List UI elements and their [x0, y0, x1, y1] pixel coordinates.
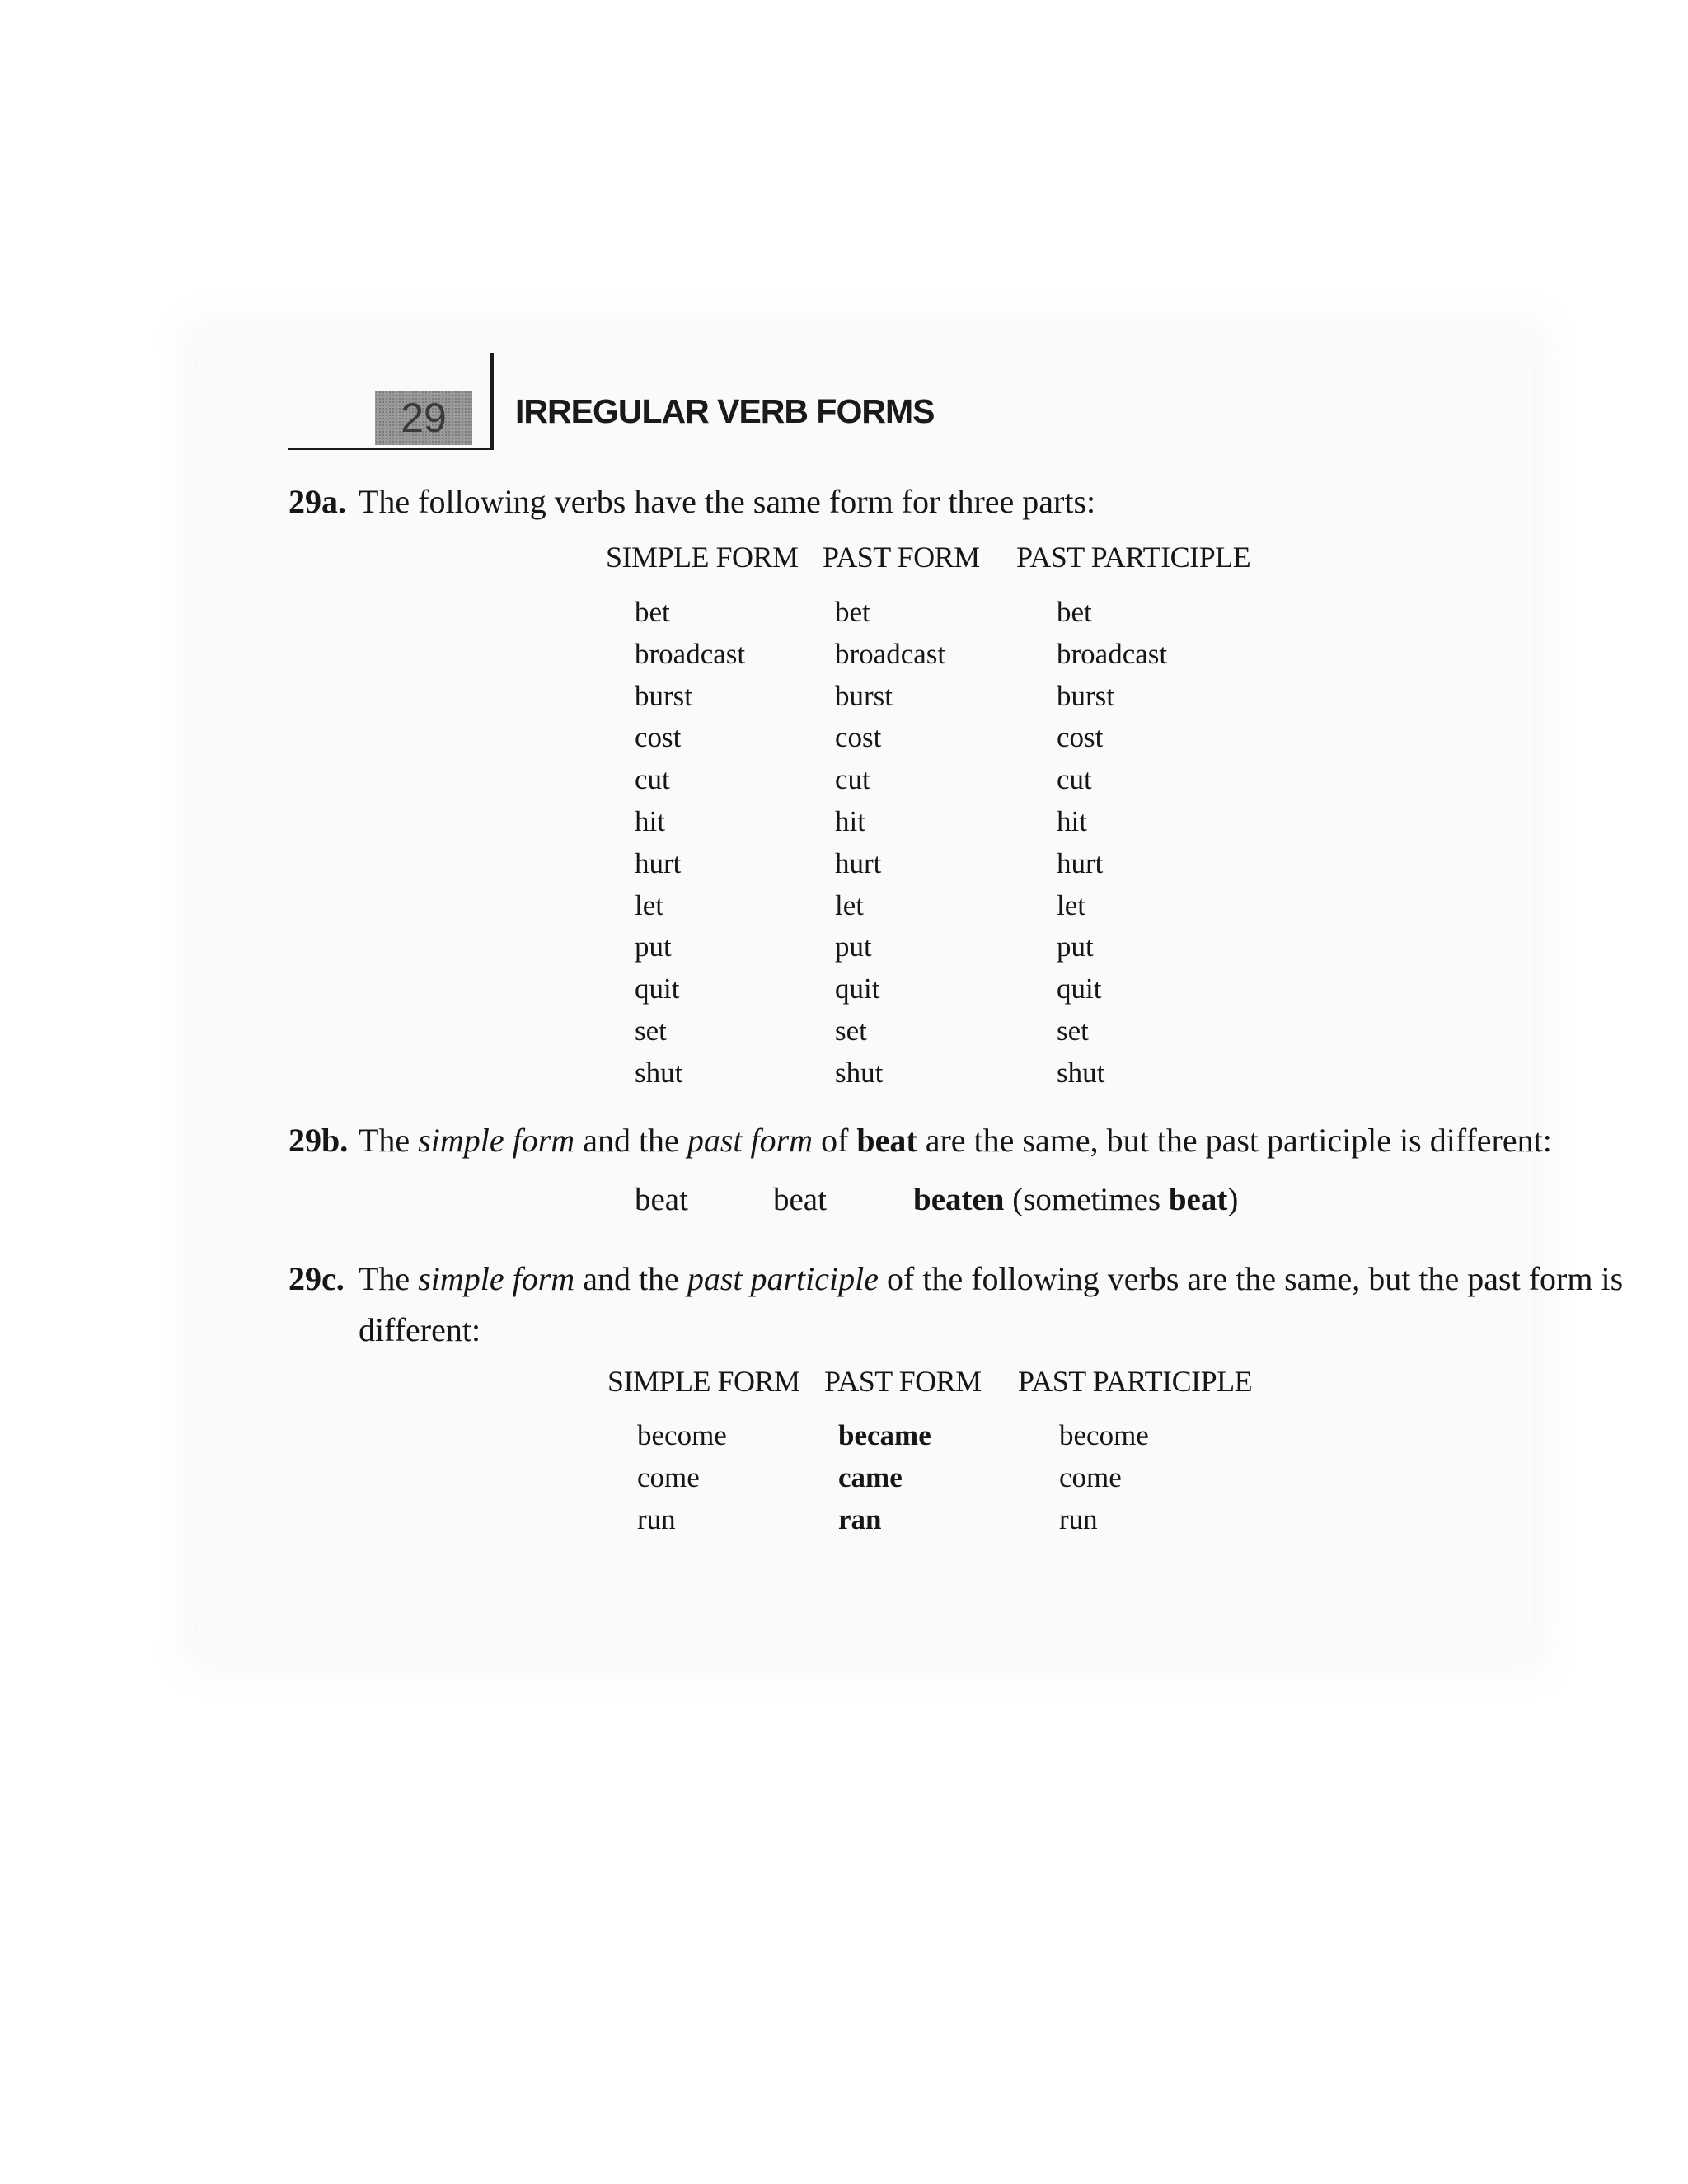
table-c-cell-r2-c2: run	[1059, 1503, 1098, 1535]
table-a-cell-r4-c1: cut	[835, 763, 870, 796]
table-a-cell-r7-c1: let	[835, 888, 864, 921]
section-number: 29c.	[288, 1260, 345, 1297]
section-text: The following verbs have the same form for three parts:	[359, 483, 1096, 520]
table-a-cell-r7-c2: let	[1057, 888, 1085, 921]
table-a-header-simple: SIMPLE FORM	[606, 541, 799, 574]
text-run-italic: past form	[687, 1122, 814, 1159]
table-a-cell-r10-c1: set	[835, 1015, 867, 1047]
text-run: and the	[574, 1260, 687, 1297]
table-a-cell-r6-c2: hurt	[1057, 846, 1104, 879]
text-run: of	[813, 1122, 857, 1159]
text-run-bold: beat	[856, 1122, 917, 1159]
table-a-header-past: PAST FORM	[823, 541, 980, 574]
table-a-cell-r9-c1: quit	[835, 972, 880, 1005]
table-a-cell-r11-c2: shut	[1057, 1056, 1105, 1089]
table-a-cell-r8-c1: put	[835, 930, 872, 963]
table-c-cell-r1-c1: came	[838, 1461, 903, 1493]
table-a-cell-r6-c1: hurt	[835, 846, 882, 879]
table-c-cell-r0-c1: became	[838, 1419, 931, 1451]
table-c-cell-r0-c0: become	[637, 1419, 727, 1451]
table-a-cell-r6-c0: hurt	[635, 846, 682, 879]
chapter-number: 29	[375, 391, 472, 445]
table-a-cell-r4-c0: cut	[635, 763, 670, 796]
section-29a-intro	[288, 482, 1095, 521]
table-c-header-past: PAST FORM	[824, 1365, 982, 1398]
table-a-cell-r2-c0: burst	[635, 679, 692, 712]
text-run-italic: past participle	[687, 1260, 879, 1297]
table-a-cell-r3-c1: cost	[835, 721, 882, 754]
table-c-header-simple: SIMPLE FORM	[607, 1365, 800, 1398]
table-a-cell-r11-c0: shut	[635, 1056, 683, 1089]
header-rule	[288, 448, 493, 450]
text-run: of the following verbs are the same, but the past form is	[879, 1260, 1624, 1297]
table-a-cell-r10-c2: set	[1057, 1015, 1089, 1047]
table-a-cell-r4-c2: cut	[1057, 763, 1092, 796]
section-29b-intro	[288, 1121, 1552, 1160]
section-number: 29b.	[288, 1122, 349, 1159]
table-a-cell-r5-c1: hit	[835, 805, 865, 837]
section-number: 29a.	[288, 483, 346, 520]
section-29c-intro-continued: different:	[359, 1311, 481, 1348]
text-run-bold: beaten	[913, 1182, 1005, 1217]
section-29c-intro	[288, 1259, 1623, 1298]
table-a-cell-r3-c0: cost	[635, 721, 682, 754]
chapter-title: IRREGULAR VERB FORMS	[515, 392, 935, 430]
table-a-cell-r10-c0: set	[635, 1015, 667, 1047]
text-run-bold: beat	[1168, 1182, 1228, 1217]
table-a-cell-r5-c2: hit	[1057, 805, 1087, 837]
table-a-cell-r0-c2: bet	[1057, 596, 1092, 628]
table-c-cell-r2-c1: ran	[838, 1503, 882, 1535]
table-a-cell-r1-c0: broadcast	[635, 637, 746, 670]
table-a-cell-r7-c0: let	[635, 888, 663, 921]
beat-past: beat	[773, 1182, 827, 1217]
table-a-cell-r0-c0: bet	[635, 596, 670, 628]
beat-simple: beat	[635, 1182, 688, 1217]
text-run: and the	[574, 1122, 687, 1159]
header-divider	[490, 353, 494, 450]
text-run: are the same, but the past participle is different:	[917, 1122, 1552, 1159]
table-c-header-participle: PAST PARTICIPLE	[1018, 1365, 1253, 1398]
table-a-cell-r3-c2: cost	[1057, 721, 1104, 754]
text-run: (sometimes	[1004, 1182, 1169, 1217]
text-run: The	[359, 1260, 419, 1297]
table-a-cell-r9-c2: quit	[1057, 972, 1102, 1005]
table-a-cell-r1-c1: broadcast	[835, 637, 946, 670]
text-run-italic: simple form	[418, 1260, 575, 1297]
table-a-cell-r0-c1: bet	[835, 596, 870, 628]
text-run-italic: simple form	[418, 1122, 575, 1159]
beat-participle	[913, 1181, 1238, 1218]
table-a-cell-r2-c1: burst	[835, 679, 893, 712]
table-c-cell-r2-c0: run	[637, 1503, 676, 1535]
table-a-cell-r5-c0: hit	[635, 805, 665, 837]
text-run: )	[1227, 1182, 1239, 1217]
table-c-cell-r1-c0: come	[637, 1461, 700, 1493]
table-a-cell-r9-c0: quit	[635, 972, 680, 1005]
table-a-cell-r8-c0: put	[635, 930, 672, 963]
text-run: The	[359, 1122, 419, 1159]
table-a-cell-r8-c2: put	[1057, 930, 1094, 963]
table-a-cell-r2-c2: burst	[1057, 679, 1114, 712]
table-a-cell-r1-c2: broadcast	[1057, 637, 1168, 670]
table-a-header-participle: PAST PARTICIPLE	[1016, 541, 1251, 574]
table-c-cell-r0-c2: become	[1059, 1419, 1149, 1451]
table-c-cell-r1-c2: come	[1059, 1461, 1122, 1493]
table-a-cell-r11-c1: shut	[835, 1056, 884, 1089]
